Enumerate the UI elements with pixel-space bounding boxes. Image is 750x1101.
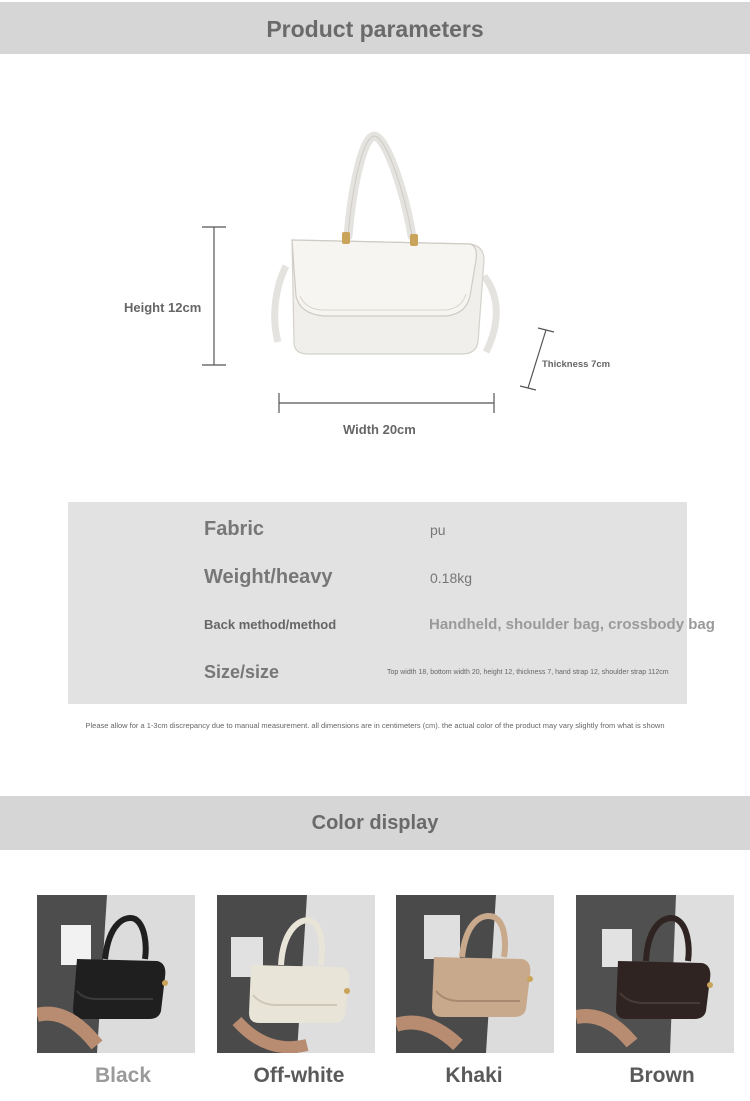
color-display-banner: Color display: [0, 796, 750, 850]
spec-size-label: Size/size: [204, 662, 280, 682]
height-label: Height 12cm: [124, 300, 202, 315]
spec-back-method-label: Back method/method: [204, 617, 337, 632]
color-black-label: Black: [94, 1064, 152, 1087]
spec-fabric-value: pu: [430, 522, 446, 538]
thickness-label: Thickness 7cm: [542, 359, 611, 370]
color-brown-label: Brown: [629, 1064, 695, 1087]
product-dimension-diagram: [0, 60, 750, 460]
swatch-brown-photo[interactable]: [576, 895, 734, 1053]
color-khaki-label: Khaki: [445, 1064, 503, 1087]
bag-illustration: [275, 136, 497, 354]
height-dimension-line: [202, 227, 226, 365]
spec-weight-label: Weight/heavy: [204, 566, 333, 588]
swatch-off-white-photo[interactable]: [217, 895, 375, 1053]
spec-weight-value: 0.18kg: [430, 570, 473, 586]
color-off-white-label: Off-white: [253, 1064, 345, 1087]
swatch-black-photo[interactable]: [37, 895, 195, 1053]
swatch-khaki-photo[interactable]: [396, 895, 554, 1053]
product-parameters-banner: Product parameters: [0, 2, 750, 54]
spec-fabric-label: Fabric: [204, 518, 265, 540]
specifications-panel: [68, 502, 715, 704]
spec-size-value: Top width 18, bottom width 20, height 12, thickness 7, hand strap 12, shoulder strap 112cm: [387, 669, 669, 676]
width-dimension-line: [279, 393, 494, 413]
spec-back-method-value: Handheld, shoulder bag, crossbody bag: [429, 616, 715, 633]
measurement-disclaimer: Please allow for a 1-3cm discrepancy due to manual measurement. all dimensions are in centimeters (cm). the actual color of the product may vary slightly from what is shown: [85, 721, 665, 730]
width-label: Width 20cm: [343, 422, 416, 437]
